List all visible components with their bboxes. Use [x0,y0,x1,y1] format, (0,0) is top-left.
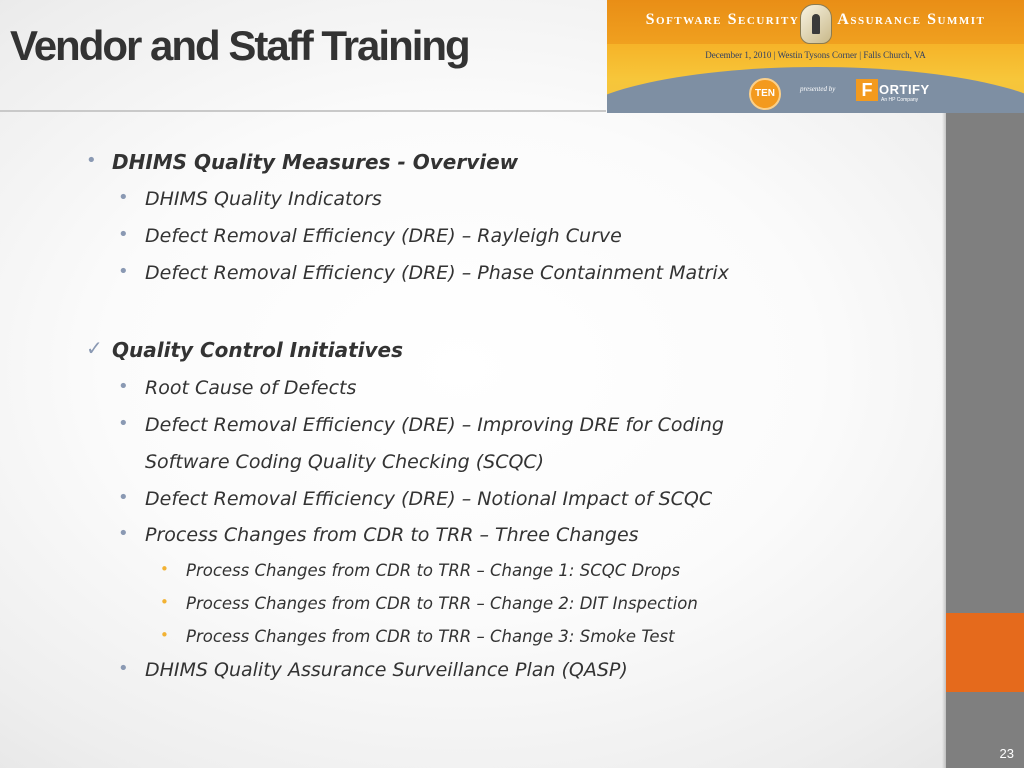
list-item-text: DHIMS Quality Indicators [145,188,382,210]
bullet-icon: • [118,376,129,397]
sub-list-item-text: Process Changes from CDR to TRR – Change 1: SCQC Drops [186,561,681,580]
banner-subtitle: December 1, 2010 | Westin Tysons Corner | Falls Church, VA [705,50,926,60]
section-heading-text: DHIMS Quality Measures - Overview [112,150,519,174]
ten-logo-icon: TEN [749,78,781,110]
bullet-icon: • [118,413,129,434]
bullet-icon: • [118,187,129,208]
slide-number: 23 [999,746,1014,761]
title-divider [0,110,606,112]
sub-list-item-text: Process Changes from CDR to TRR – Change 2: DIT Inspection [186,594,698,613]
bullet-icon: • [118,523,129,544]
fortify-tagline: An HP Company [881,97,919,103]
bullet-icon: • [160,626,169,644]
list-item-text: Defect Removal Efficiency (DRE) – Improving DRE for Coding [145,414,724,436]
banner-title-left: Software Security [645,11,800,28]
fortify-logo-icon: F [856,79,878,101]
list-item-text: Defect Removal Efficiency (DRE) – Rayleigh Curve [145,225,622,247]
list-item-text: Defect Removal Efficiency (DRE) – Phase Containment Matrix [145,262,729,284]
bullet-icon: • [86,150,97,171]
presented-by-label: presented by [800,85,836,93]
bullet-icon: • [118,224,129,245]
slide-title: Vendor and Staff Training [10,22,469,69]
bullet-icon: • [118,261,129,282]
banner-title-right: Assurance Summit [837,11,986,28]
checkmark-icon: ✓ [86,336,103,360]
bullet-icon: • [160,593,169,611]
list-item-text: Software Coding Quality Checking (SCQC) [145,451,545,473]
bullet-icon: • [118,658,129,679]
sub-list-item-text: Process Changes from CDR to TRR – Change 3: Smoke Test [186,627,675,646]
bullet-icon: • [118,487,129,508]
keyhole-shield-icon [800,4,832,44]
side-bar-orange-block [946,613,1024,692]
list-item-text: Root Cause of Defects [145,377,357,399]
fortify-logo-text: ORTIFY [879,82,930,97]
list-item-text: Defect Removal Efficiency (DRE) – Notional Impact of SCQC [145,488,713,510]
list-item-text: DHIMS Quality Assurance Surveillance Plan (QASP) [145,659,628,681]
event-banner [607,0,1024,113]
bullet-icon: • [160,560,169,578]
list-item-text: Process Changes from CDR to TRR – Three Changes [145,524,639,546]
section-heading-text: Quality Control Initiatives [112,338,404,362]
